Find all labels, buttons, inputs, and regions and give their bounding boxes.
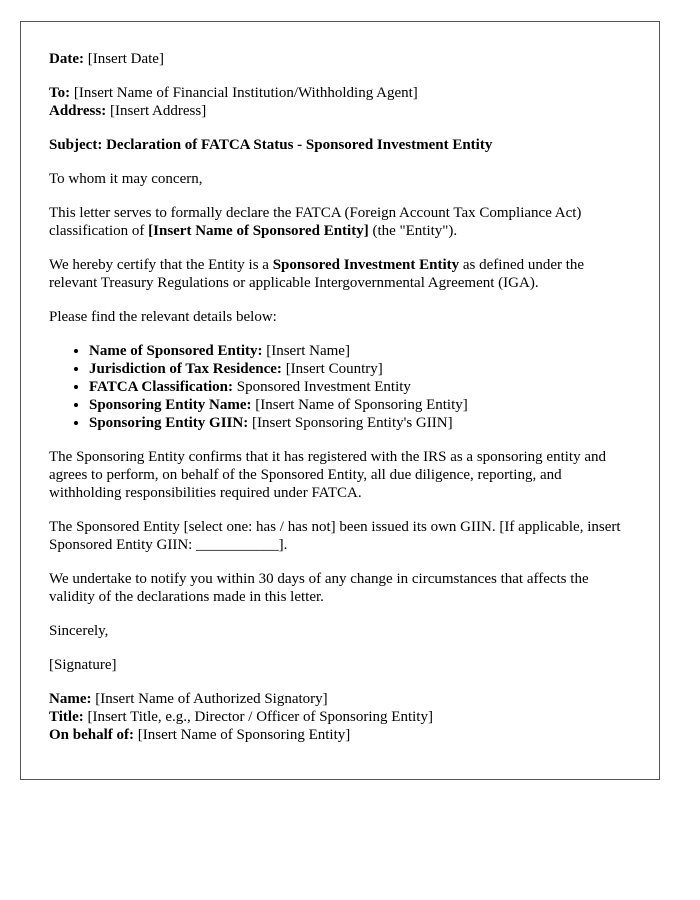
list-item	[89, 414, 631, 432]
certify-text-after: as defined under the relevant Treasury Regulations or applicable Intergovernmental Agreement (IGA).	[49, 257, 585, 291]
list-item	[89, 360, 631, 378]
recipient-address-line	[49, 102, 631, 120]
recipient-to-label: To:	[49, 85, 71, 101]
signatory-name-value: [Insert Name of Authorized Signatory]	[91, 691, 328, 707]
intro-entity-placeholder: [Insert Name of Sponsored Entity]	[148, 223, 369, 239]
date-label: Date:	[49, 51, 84, 67]
signatory-title-value: [Insert Title, e.g., Director / Officer of Sponsoring Entity]	[83, 709, 433, 725]
recipient-block	[49, 84, 631, 120]
subject-line	[49, 136, 631, 154]
closing: Sincerely,	[49, 623, 109, 639]
signatory-name-line	[49, 690, 631, 708]
signatory-behalf-line	[49, 726, 631, 744]
certify-classification: Sponsored Investment Entity	[272, 257, 460, 273]
detail-label: FATCA Classification:	[89, 379, 234, 395]
signature-placeholder: [Signature]	[49, 657, 117, 673]
undertaking-paragraph: We undertake to notify you within 30 days of any change in circumstances that affects the validity of the declarations made in this letter.	[49, 571, 589, 605]
confirmation-paragraph: The Sponsoring Entity confirms that it has registered with the IRS as a sponsoring entity and agrees to perform, on behalf of the Sponsored Entity, all due diligence, reporting, and withholding responsibilities required under FATCA.	[49, 449, 606, 501]
recipient-address-label: Address:	[49, 103, 107, 119]
signatory-title-label: Title:	[49, 709, 84, 725]
detail-label: Sponsoring Entity Name:	[89, 397, 252, 413]
detail-value: [Insert Name]	[262, 343, 350, 359]
date-value: [Insert Date]	[83, 51, 164, 67]
recipient-address-value: [Insert Address]	[106, 103, 207, 119]
recipient-to-value: [Insert Name of Financial Institution/Withholding Agent]	[70, 85, 418, 101]
certify-paragraph	[49, 256, 631, 292]
letter-document	[20, 21, 660, 780]
signatory-name-label: Name:	[49, 691, 92, 707]
detail-value: [Insert Name of Sponsoring Entity]	[251, 397, 468, 413]
giin-paragraph: The Sponsored Entity [select one: has / has not] been issued its own GIIN. [If applicable, insert Sponsored Entity GIIN: ___________].	[49, 519, 621, 553]
intro-paragraph	[49, 204, 631, 240]
intro-text-before: This letter serves to formally declare the FATCA (Foreign Account Tax Compliance Act) classification of	[49, 205, 582, 239]
list-item	[89, 342, 631, 360]
salutation: To whom it may concern,	[49, 171, 203, 187]
signatory-title-line	[49, 708, 631, 726]
intro-text-after: (the "Entity").	[368, 223, 458, 239]
detail-value: Sponsored Investment Entity	[233, 379, 411, 395]
detail-label: Jurisdiction of Tax Residence:	[89, 361, 282, 377]
details-intro: Please find the relevant details below:	[49, 309, 277, 325]
list-item	[89, 378, 631, 396]
detail-label: Sponsoring Entity GIIN:	[89, 415, 249, 431]
signatory-behalf-value: [Insert Name of Sponsoring Entity]	[134, 727, 351, 743]
subject-text: Subject: Declaration of FATCA Status - Sponsored Investment Entity	[49, 137, 493, 153]
list-item	[89, 396, 631, 414]
certify-text-before: We hereby certify that the Entity is a	[49, 257, 273, 273]
signatory-block	[49, 690, 631, 744]
signatory-behalf-label: On behalf of:	[49, 727, 135, 743]
details-list	[49, 342, 631, 432]
recipient-to-line	[49, 84, 631, 102]
detail-value: [Insert Sponsoring Entity's GIIN]	[248, 415, 453, 431]
detail-value: [Insert Country]	[281, 361, 383, 377]
date-line	[49, 50, 631, 68]
detail-label: Name of Sponsored Entity:	[89, 343, 263, 359]
